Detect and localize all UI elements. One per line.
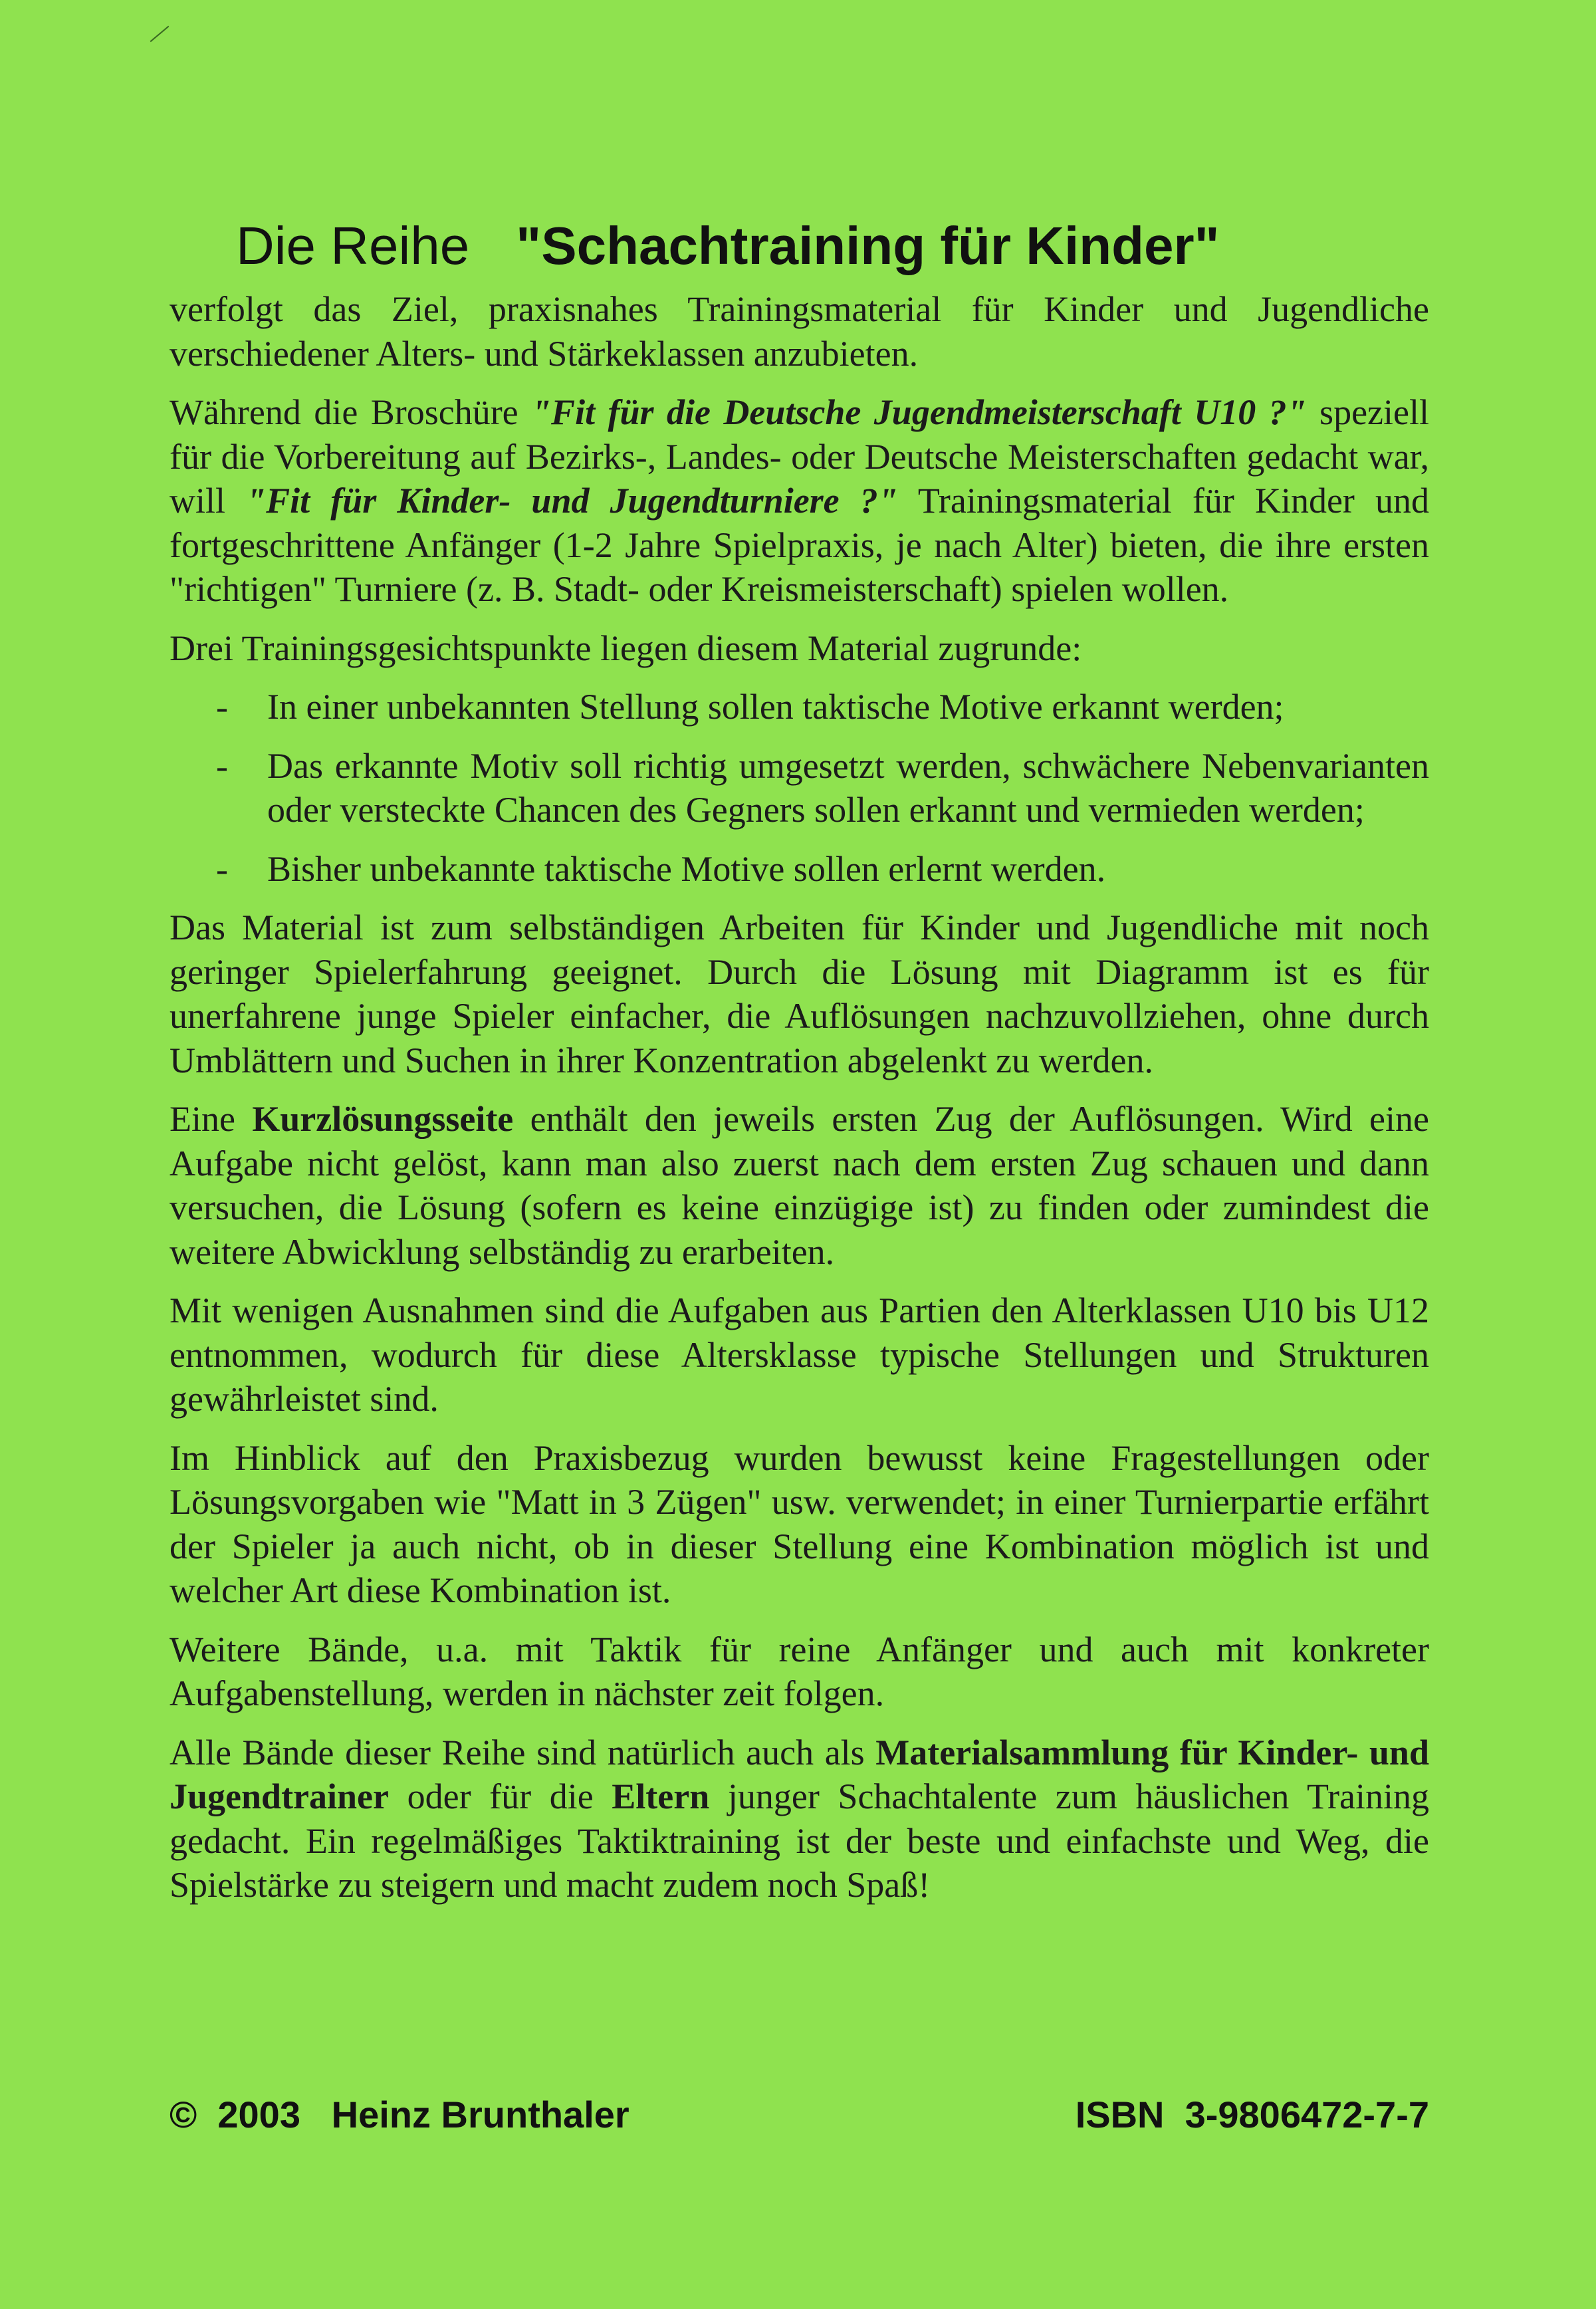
text-run: Alle Bände dieser Reihe sind natürlich auch als — [170, 1732, 876, 1772]
book-title-turniere: "Fit für Kinder- und Jugendturniere ?" — [246, 481, 898, 521]
page-title — [170, 216, 1429, 275]
parents-term: Eltern — [612, 1776, 710, 1816]
text-run: speziell für die Vorbereitung auf Bezirks-, Landes- oder Deutsche Meisterschaften gedacht war, will — [170, 392, 1429, 521]
material-paragraph: Das Material ist zum selbständigen Arbeiten für Kinder und Jugendliche mit noch geringer Spielerfahrung geeignet. Durch die Lösung mit Diagramm ist es für unerfahrene junge Spieler einfacher, die Auflösungen nachzuvollziehen, ohne durch Umblättern und Suchen in ihrer Konzentration abgelenkt zu werden. — [170, 908, 1429, 1080]
text-run: Während die Broschüre — [170, 392, 532, 432]
isbn-number: ISBN 3-9806472-7-7 — [1075, 2094, 1429, 2135]
short-solutions-paragraph — [170, 1097, 1429, 1274]
list-item: - Das erkannte Motiv soll richtig umgesetzt werden, schwächere Nebenvarianten oder versteckte Chancen des Gegners sollen erkannt und vermieden werden; — [170, 744, 1429, 832]
trainer-term: Materialsammlung für Kinder- und Jugendtrainer — [170, 1732, 1429, 1816]
age-classes-paragraph: Mit wenigen Ausnahmen sind die Aufgaben aus Partien den Alterklassen U10 bis U12 entnommen, wodurch für diese Altersklasse typische Stellungen und Strukturen gewährleistet sind. — [170, 1290, 1429, 1419]
training-aspects-list — [170, 685, 1429, 891]
list-item: - Bisher unbekannte taktische Motive sollen erlernt werden. — [170, 847, 1429, 892]
training-aspects-intro: Drei Trainingsgesichtspunkte liegen diesem Material zugrunde: — [170, 628, 1082, 668]
book-title-u10: "Fit für die Deutsche Jugendmeisterschaft U10 ?" — [531, 392, 1307, 432]
title-prefix: Die Reihe — [236, 216, 470, 275]
text-run: Eine — [170, 1099, 253, 1139]
scan-mark — [150, 26, 170, 43]
practice-paragraph: Im Hinblick auf den Praxisbezug wurden bewusst keine Fragestellungen oder Lösungsvorgaben wie "Matt in 3 Zügen" usw. verwendet; in einer Turnierpartie erfährt der Spieler ja auch nicht, ob in dieser Stellung eine Kombination möglich ist und welcher Art diese Kombination ist. — [170, 1437, 1429, 1610]
list-item: - In einer unbekannten Stellung sollen taktische Motive erkannt werden; — [170, 685, 1429, 729]
title-series-name: "Schachtraining für Kinder" — [516, 216, 1220, 275]
audience-paragraph — [170, 1731, 1429, 1907]
brochure-paragraph — [170, 390, 1429, 612]
footer — [170, 2093, 1429, 2136]
copyright-notice: © 2003 Heinz Brunthaler — [170, 2094, 629, 2135]
further-volumes-paragraph: Weitere Bände, u.a. mit Taktik für reine Anfänger und auch mit konkreter Aufgabenstellung, werden in nächster zeit folgen. — [170, 1629, 1429, 1713]
text-run: enthält den jeweils ersten Zug der Auflösungen. Wird eine Aufgabe nicht gelöst, kann man also zuerst nach dem ersten Zug schauen und dann versuchen, die Lösung (sofern es keine einzügige ist) zu finden oder zumindest die weitere Abwicklung selbständig zu erarbeiten. — [170, 1099, 1429, 1272]
intro-paragraph: verfolgt das Ziel, praxisnahes Trainingsmaterial für Kinder und Jugendliche verschiedener Alters- und Stärkeklassen anzubieten. — [170, 289, 1429, 374]
text-run: Trainingsmaterial für Kinder und fortgeschrittene Anfänger (1-2 Jahre Spielpraxis, je nach Alter) bieten, die ihre ersten "richtigen" Turniere (z. B. Stadt- oder Kreismeisterschaft) spielen wollen. — [170, 481, 1429, 609]
text-run: oder für die — [389, 1776, 612, 1816]
short-solutions-term: Kurzlösungsseite — [252, 1099, 514, 1139]
text-run: junger Schachtalente zum häuslichen Training gedacht. Ein regelmäßiges Taktiktraining ist der beste und einfachste und Weg, die Spielstärke zu steigern und macht zudem noch Spaß! — [170, 1776, 1430, 1905]
back-cover-text — [170, 216, 1430, 1922]
